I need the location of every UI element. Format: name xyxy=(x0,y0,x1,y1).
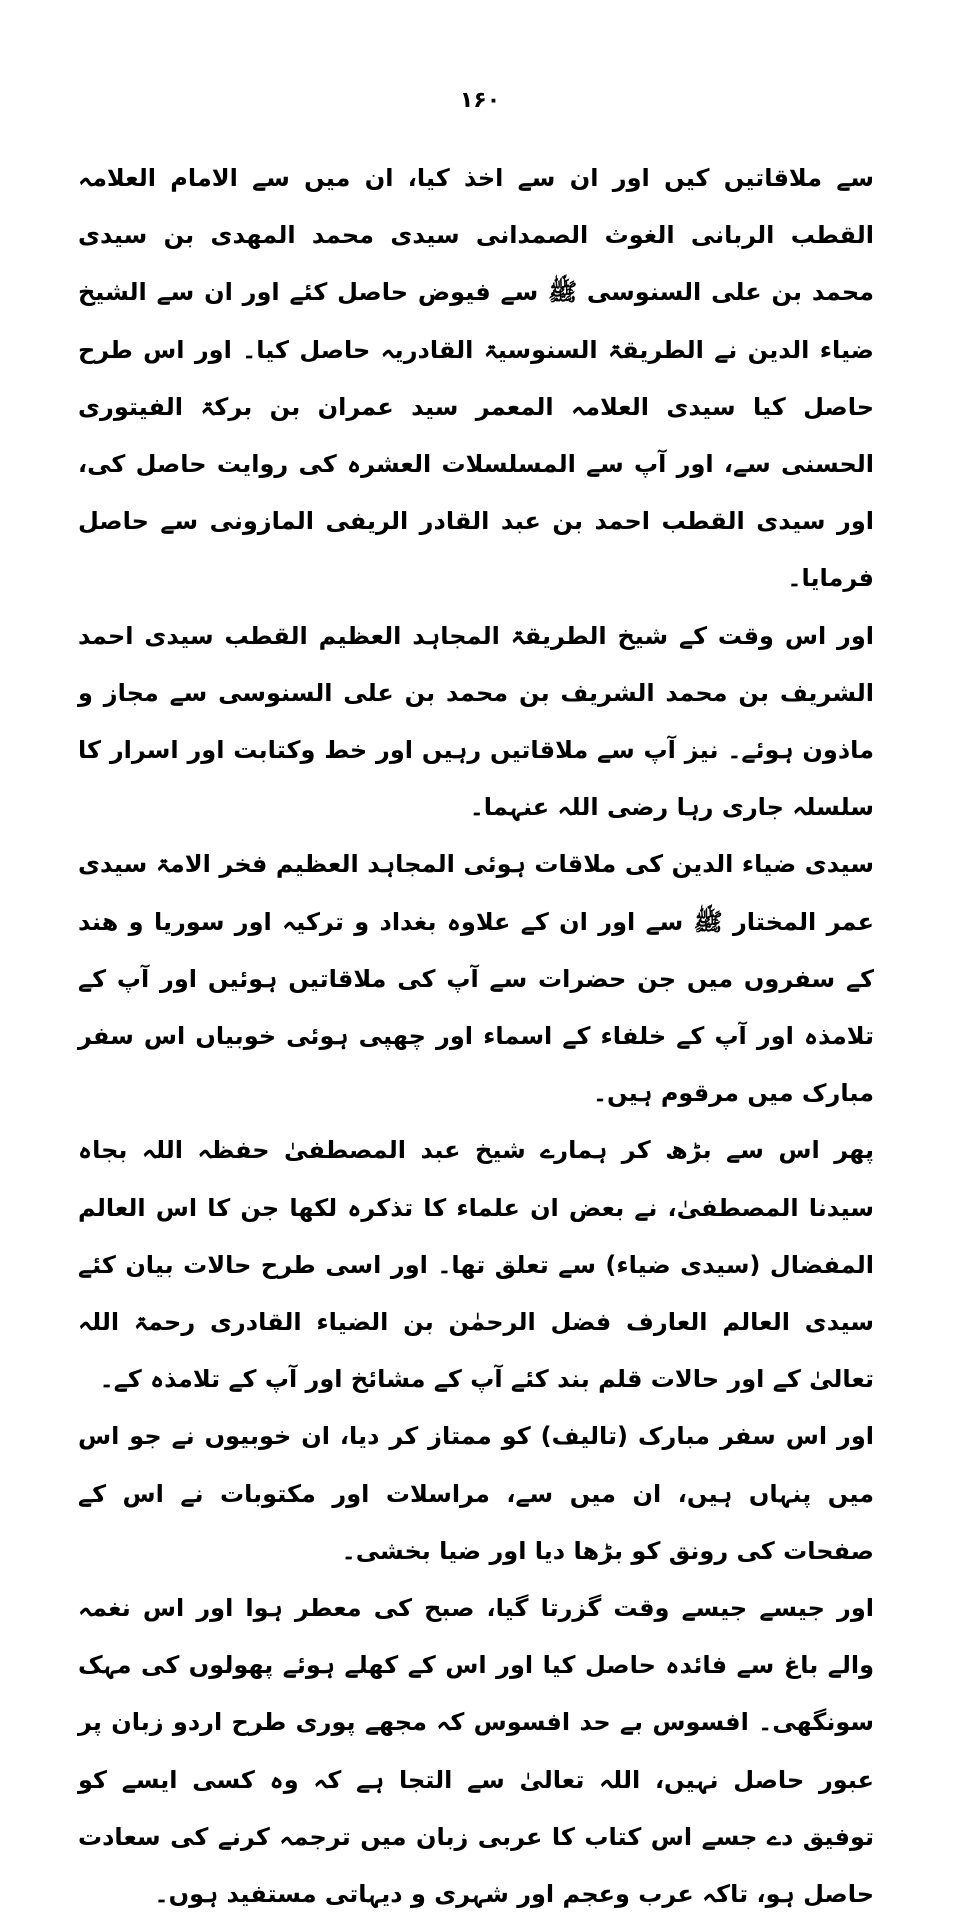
paragraph: پھر اس سے بڑھ کر ہمارے شیخ عبد المصطفیٰ حفظہ اللہ بجاہ سیدنا المصطفیٰ، نے بعض ان علماء کا تذکرہ لکھا جن کا اس العالم المفضال (سیدی ضیاء) سے تعلق تھا۔ اور اسی طرح حالات بیان کئے سیدی العالم العارف فضل الرحمٰن بن الضیاء القادری رحمۃ اللہ تعالیٰ کے اور حالات قلم بند کئے آپ کے مشائخ اور آپ کے تلامذہ کے۔ xyxy=(78,1136,874,1394)
paragraph: سے ملاقاتیں کیں اور ان سے اخذ کیا، ان میں سے الامام العلامہ القطب الربانی الغوث الصمدانی سیدی محمد المهدی بن سیدی محمد بن علی السنوسی ﷺ سے فیوض حاصل کئے اور ان سے الشیخ ضیاء الدین نے الطریقۃ السنوسیۃ القادریہ حاصل کیا۔ اور اس طرح حاصل کیا سیدی العلامہ المعمر سید عمران بن برکۃ الفیتوری الحسنی سے، اور آپ سے المسلسلات العشرہ کی روایت حاصل کی، اور سیدی القطب احمد بن عبد القادر الریفی المازونی سے حاصل فرمایا۔ xyxy=(78,164,874,593)
paragraph: اور اس وقت کے شیخ الطریقۃ المجاہد العظیم القطب سیدی احمد الشریف بن محمد الشریف بن محمد بن علی السنوسی سے مجاز و ماذون ہوئے۔ نیز آپ سے ملاقاتیں رہیں اور خط وکتابت اور اسرار کا سلسلہ جاری رہا رضی اللہ عنہما۔ xyxy=(78,621,874,822)
paragraph: اور جیسے جیسے وقت گزرتا گیا، صبح کی معطر ہوا اور اس نغمہ والے باغ سے فائدہ حاصل کیا اور اس کے کھلے ہوئے پھولوں کی مہک سونگھی۔ افسوس بے حد افسوس کہ مجھے پوری طرح اردو زبان پر عبور حاصل نہیں، اللہ تعالیٰ سے التجا ہے کہ وہ کسی ایسے کو توفیق دے جسے اس کتاب کا عربی زبان میں ترجمہ کرنے کی سعادت حاصل ہو، تاکہ عرب وعجم اور شہری و دیہاتی مستفید ہوں۔ xyxy=(78,1594,874,1909)
page-number: ۱۶۰ xyxy=(459,88,501,113)
paragraph: اور اس سفر مبارک (تالیف) کو ممتاز کر دیا، ان خوبیوں نے جو اس میں پنہاں ہیں، ان میں سے، مراسلات اور مکتوبات نے اس کے صفحات کی رونق کو بڑھا دیا اور ضیا بخشی۔ xyxy=(78,1422,874,1565)
paragraph: سیدی ضیاء الدین کی ملاقات ہوئی المجاہد العظیم فخر الامۃ سیدی عمر المختار ﷺ سے اور ان کے علاوہ بغداد و ترکیہ اور سوریا و ھند کے سفروں میں جن حضرات سے آپ کی ملاقاتیں ہوئیں اور آپ کے تلامذہ اور آپ کے خلفاء کے اسماء اور چھپی ہوئی خوبیاں اس سفر مبارک میں مرقوم ہیں۔ xyxy=(78,850,874,1108)
page-body xyxy=(78,150,874,1923)
